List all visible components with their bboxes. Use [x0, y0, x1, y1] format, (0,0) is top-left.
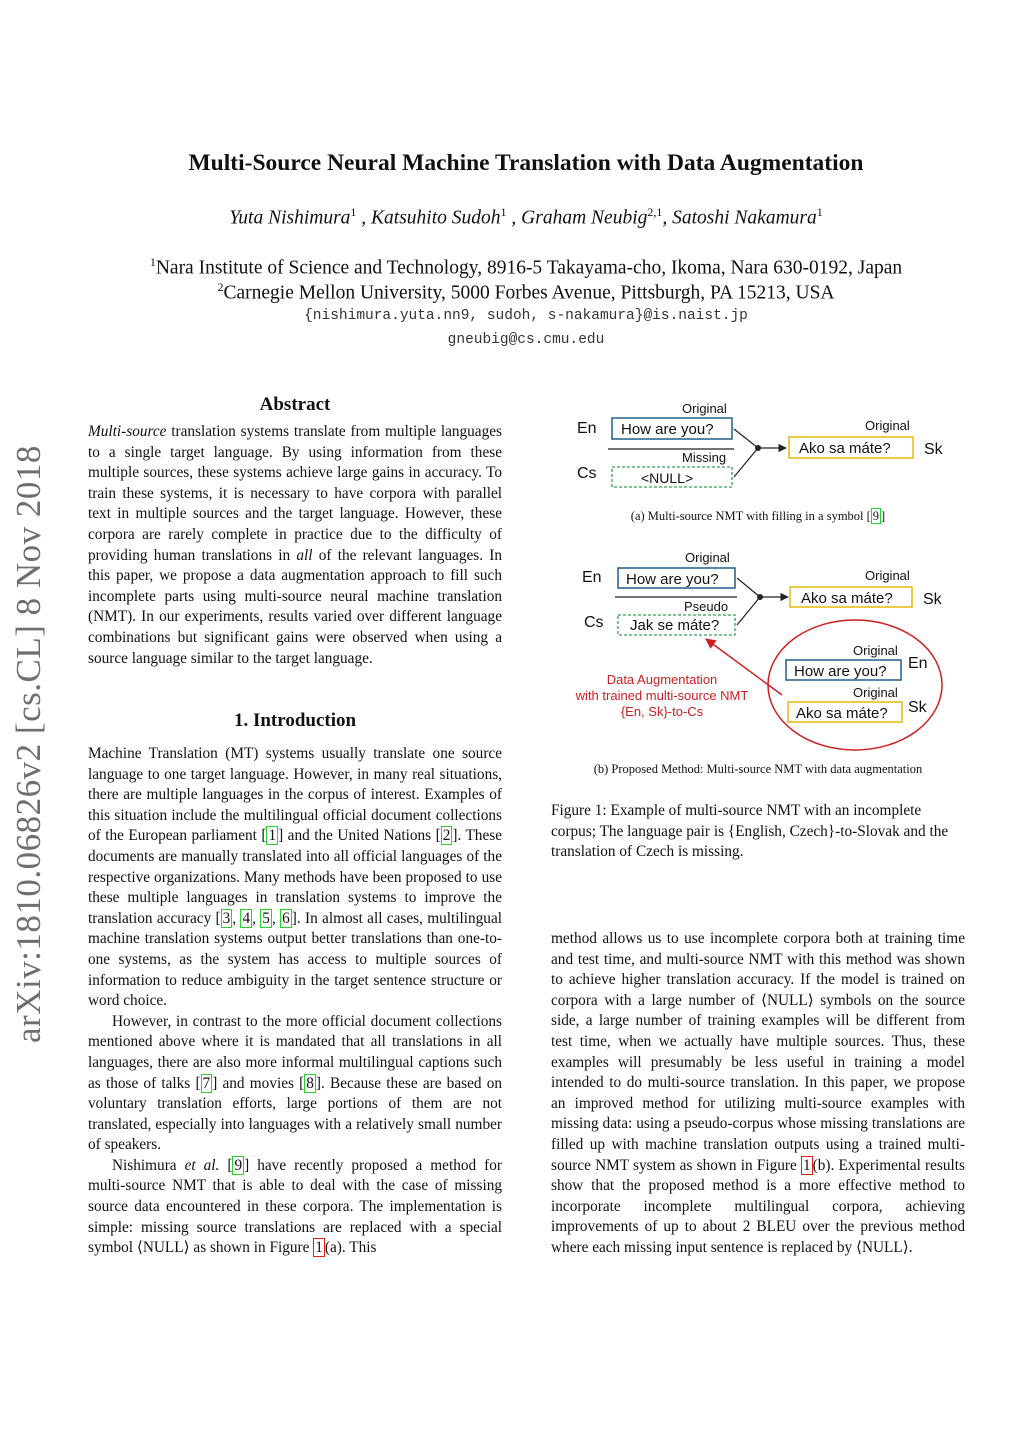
fig-a-cs-label: Cs	[577, 465, 597, 482]
fig-b-circle-sk-lang: Sk	[908, 699, 927, 716]
fig-a-cs-sentence: <NULL>	[641, 470, 694, 486]
paragraph-text: However, in contrast to the more official document collections mentioned above where it is mandated that all translations in all languages, there are also more informal multilingual captions such as those of talks [	[88, 1012, 502, 1092]
affiliation	[0, 280, 1024, 305]
paragraph-text: [	[219, 1156, 233, 1174]
et-al: et al.	[184, 1156, 220, 1174]
citation-link[interactable]: 9	[234, 1156, 243, 1174]
caption-text: ]	[881, 509, 886, 523]
fig-b-en-label: En	[582, 569, 602, 586]
email-line: {nishimura.yuta.nn9, sudoh, s-nakamura}@is.naist.jp	[304, 308, 748, 324]
author-name: Yuta Nishimura	[229, 207, 351, 229]
fig-a-en-label: En	[577, 420, 597, 437]
citation-link[interactable]: 3	[222, 909, 231, 927]
affiliation-sup: 2	[217, 280, 224, 294]
paragraph-text: method allows us to use incomplete corpora both at training time and test time, and multi-source NMT with this method was shown to achieve higher translation accuracy. If the model is trained on corpora with a large number of ⟨NULL⟩ symbols on the source side, a large number of training examples will be different from test time, when we actually have multiple sources. Thus, these examples will presumably be less useful in training a model intended to do multi-source translation. In this paper, we propose an improved method for utilizing multi-source examples with missing data: using a pseudo-corpus whose missing translations are filled up with machine translation outputs using a trained multi-source NMT system as shown in Figure	[551, 930, 965, 1174]
fig-b-circle-en-sentence: How are you?	[794, 663, 887, 680]
author-list: Yuta Nishimura$^1$ , Katsuhito Sudoh$^1$ , Graham Neubig$^{2,1}$, Satoshi Nakamura$^1$	[229, 205, 823, 229]
author-sup: 2,1	[647, 205, 663, 219]
paragraph-text: (b). Experimental results show that the proposed method is a more effective method to incorporate incomplete multilingual corpora, achieving improvements of up to about 2 BLEU over the previous method where each missing input sentence is replaced by ⟨NULL⟩.	[551, 1156, 965, 1256]
fig-b-aug-text: with trained multi-source NMT	[575, 688, 749, 703]
fig-b-circle-sk-label: Original	[853, 685, 898, 700]
paragraph-text: Machine Translation (MT) systems usually translate one source language to one target language. However, in many real situations, there are multiple languages in the corpus of interest. Examples of this situation include the multilingual official document collections of the European parliament [	[88, 745, 502, 845]
citation-link[interactable]: 9	[872, 509, 880, 523]
affiliation	[0, 255, 1024, 280]
fig-b-en-sentence: How are you?	[626, 571, 719, 588]
paper-title: Multi-Source Neural Machine Translation with Data Augmentation	[188, 150, 864, 176]
author-sup: 1	[500, 205, 507, 219]
citation-link[interactable]: 6	[282, 909, 290, 927]
author-name: Graham Neubig	[521, 207, 648, 229]
fig-a-edge	[734, 429, 758, 448]
fig-b-edge	[737, 578, 760, 597]
fig-b-target-label: Original	[865, 568, 910, 583]
right-column-body	[551, 929, 965, 1259]
paragraph-text: ]. Because these are based on voluntary translation efforts, large portions of them are not translated, especially into languages with a relatively small number of speakers.	[88, 1074, 503, 1154]
affiliation-text: Nara Institute of Science and Technology, 8916-5 Takayama-cho, Ikoma, Nara 630-0192, Japan	[155, 257, 903, 279]
paragraph-text: Nishimura	[112, 1156, 185, 1174]
author-name: Katsuhito Sudoh	[371, 207, 501, 229]
affiliation-sup: 1	[149, 255, 156, 269]
fig-b-cs-sentence: Jak se máte?	[630, 617, 720, 634]
paragraph-text: ]. These documents are manually translated into all official languages of the respective organizations. Many methods have been proposed to use these multiple languages in translation systems to improve the translation accuracy [	[88, 827, 502, 927]
abstract-text: of the relevant languages. In this paper, we propose a data augmentation approach to fill such incomplete parts using multi-source neural machine translation (NMT). In our experiments, results varied over different language combinations but significant gains were observed when using a source language similar to the target language.	[88, 546, 502, 667]
fig-a-sk-sentence: Ako sa máte?	[799, 440, 891, 457]
abstract-text: translation systems translate from multiple languages to a single target language. By using information from these multiple sources, these systems achieve large gains in accuracy. To train these systems, it is necessary to have corpora with parallel text in multiple sources and the target language. However, these corpora are rarely complete in practice due to the difficulty of providing human translations in	[88, 423, 502, 564]
caption-text: (a) Multi-source NMT with filling in a symbol [	[630, 509, 871, 523]
citation-link[interactable]: 1	[268, 827, 277, 845]
citation-link[interactable]: 2	[442, 827, 451, 845]
citation-link[interactable]: 4	[242, 909, 251, 927]
abstract-emphasis: all	[296, 546, 313, 564]
author-sup: 1	[350, 205, 357, 219]
paragraph-text: ] have recently proposed a method for multi-source NMT that is able to deal with the case of missing source data encountered in these corpora. The implementation is simple: missing source translations are replaced with a special symbol ⟨NULL⟩ as shown in Figure	[88, 1156, 503, 1257]
email-line: gneubig@cs.cmu.edu	[447, 332, 605, 348]
fig-a-missing-label: Missing	[682, 450, 727, 465]
paragraph-text: ] and movies [	[212, 1074, 305, 1092]
citation-link[interactable]: 8	[306, 1074, 314, 1092]
arxiv-identifier: arXiv:1810.06826v2 [cs.CL] 8 Nov 2018	[9, 445, 48, 1043]
fig-a-sk-label: Sk	[924, 441, 943, 458]
abstract-heading: Abstract	[259, 394, 331, 415]
fig-b-pseudo-label: Pseudo	[684, 599, 729, 614]
fig-b-edge	[737, 597, 760, 625]
figure-1b-caption: (b) Proposed Method: Multi-source NMT with data augmentation	[593, 762, 923, 776]
fig-a-edge	[734, 448, 758, 477]
figure-link[interactable]: 1	[802, 1156, 811, 1174]
author-sup: 1	[816, 205, 823, 219]
author-name: Satoshi Nakamura	[672, 207, 817, 229]
fig-b-circle-en-label: Original	[853, 643, 898, 658]
fig-b-circle-en-lang: En	[908, 655, 928, 672]
fig-a-en-sentence: How are you?	[621, 421, 714, 438]
figure-link[interactable]: 1	[315, 1239, 323, 1257]
figure-1-diagram	[560, 395, 980, 775]
paragraph-text: (a). This	[324, 1239, 377, 1257]
figure-1a-caption	[551, 509, 965, 524]
fig-b-circle-sk-sentence: Ako sa máte?	[796, 705, 888, 722]
fig-b-sk-sentence: Ako sa máte?	[801, 590, 893, 607]
intro-heading: 1. Introduction	[233, 710, 357, 731]
citation-link[interactable]: 5	[262, 909, 270, 927]
fig-b-cs-label: Cs	[584, 614, 604, 631]
citation-link[interactable]: 7	[202, 1074, 211, 1092]
figure-1-caption: Figure 1: Example of multi-source NMT with an incomplete corpus; The language pair is {English, Czech}-to-Slovak and the translation of Czech is missing.	[551, 802, 949, 861]
paragraph-text: ]. In almost all cases, multilingual machine translation systems output better translations than one-to-one systems, as the system has access to multiple sources of information to reduce ambiguity in the target sentence structure or word choice.	[88, 909, 502, 1010]
affiliation-text: Carnegie Mellon University, 5000 Forbes Avenue, Pittsburgh, PA 15213, USA	[223, 282, 835, 304]
abstract-body	[88, 422, 502, 669]
intro-body: Machine Translation (MT) systems usually translate one source language to one target language. However, in many real situations, there are multiple languages in the corpus of interest. Examples of this situation include the multilingual official document collections of the European parliament [ 1 ] and the United Nations [ 2 ]. These documents are manually translated into all official languages of the respective organizations. Many methods have been proposed to use these multiple languages in translation systems to improve the translation accuracy [ 3 , 4 , 5 , 6 ]. In almost all cases, multilingual machine translation systems output better translations than one-to-one systems, as the system has access to multiple sources of information to reduce ambiguity in the target sentence structure or word choice. However, in contrast to the more official document collections mentioned above where it is mandated that all translations in all languages, there are also more informal multilingual captions such as those of talks [ 7 ] and movies [ 8 ]. Because these are based on voluntary translation efforts, large portions of them are not translated, especially into languages with a relatively small number of speakers. Nishimura et al. [ 9 ] have recently proposed a method for multi-source NMT that is able to deal with the case of missing source data encountered in these corpora. The implementation is simple: missing source translations are replaced with a special symbol ⟨NULL⟩ as shown in Figure 1 (a). This	[88, 745, 503, 1257]
fig-b-sk-label: Sk	[923, 591, 942, 608]
fig-b-aug-text: {En, Sk}-to-Cs	[620, 704, 704, 719]
fig-b-aug-text: Data Augmentation	[606, 672, 718, 687]
fig-a-target-label: Original	[865, 418, 910, 433]
fig-a-original-label: Original	[682, 401, 727, 416]
fig-b-original-label: Original	[685, 550, 730, 565]
abstract-lead: Multi-source	[88, 423, 167, 440]
paragraph-text: ] and the United Nations [	[278, 827, 441, 845]
